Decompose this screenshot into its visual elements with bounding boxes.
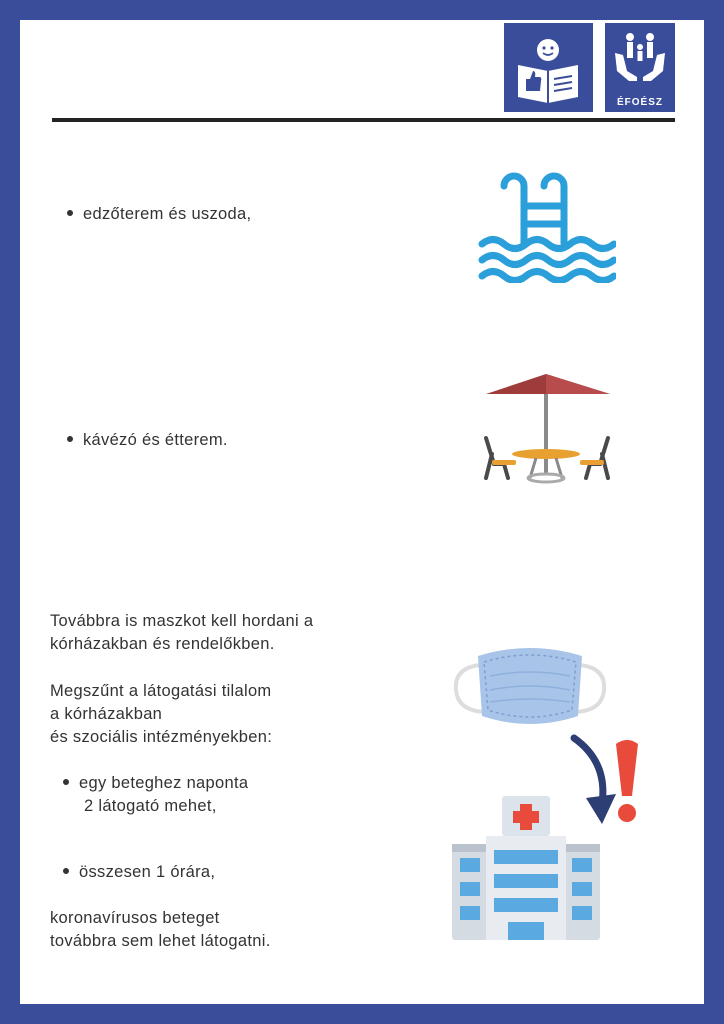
- visit-ban-paragraph: Megszűnt a látogatási tilalom a kórházakban és szociális intézményekben:: [50, 682, 273, 746]
- list-item: [63, 863, 215, 882]
- list-item: [63, 772, 248, 818]
- efoesz-logo: [605, 23, 675, 112]
- swimming-pool-icon: [476, 168, 616, 283]
- list-item: [67, 431, 228, 450]
- reading-person-icon: [504, 23, 593, 112]
- list-item: [67, 205, 251, 224]
- bullet-dot: [63, 779, 69, 785]
- mask-paragraph: Továbbra is maszkot kell hordani a kórházakban és rendelőkben.: [50, 612, 314, 653]
- hospital-icon: [450, 792, 602, 942]
- item-text: edzőterem és uszoda,: [83, 205, 252, 223]
- bullet-dot: [67, 436, 73, 442]
- exclamation-icon: [612, 738, 642, 828]
- cafe-terrace-icon: [478, 350, 618, 485]
- easy-to-read-logo: [504, 23, 593, 112]
- item-text: kávézó és étterem.: [83, 431, 228, 449]
- bullet-dot: [63, 868, 69, 874]
- family-hands-icon: [605, 23, 675, 93]
- item-text-continued: 2 látogató mehet,: [84, 797, 217, 815]
- org-name: ÉFOÉSZ: [616, 97, 663, 108]
- bullet-dot: [67, 210, 73, 216]
- header-divider: [52, 118, 675, 122]
- face-mask-icon: [450, 640, 610, 735]
- covid-paragraph: koronavírusos beteget továbbra sem lehet látogatni.: [50, 909, 271, 950]
- item-text: egy beteghez naponta: [79, 774, 249, 792]
- item-text: összesen 1 órára,: [79, 863, 216, 881]
